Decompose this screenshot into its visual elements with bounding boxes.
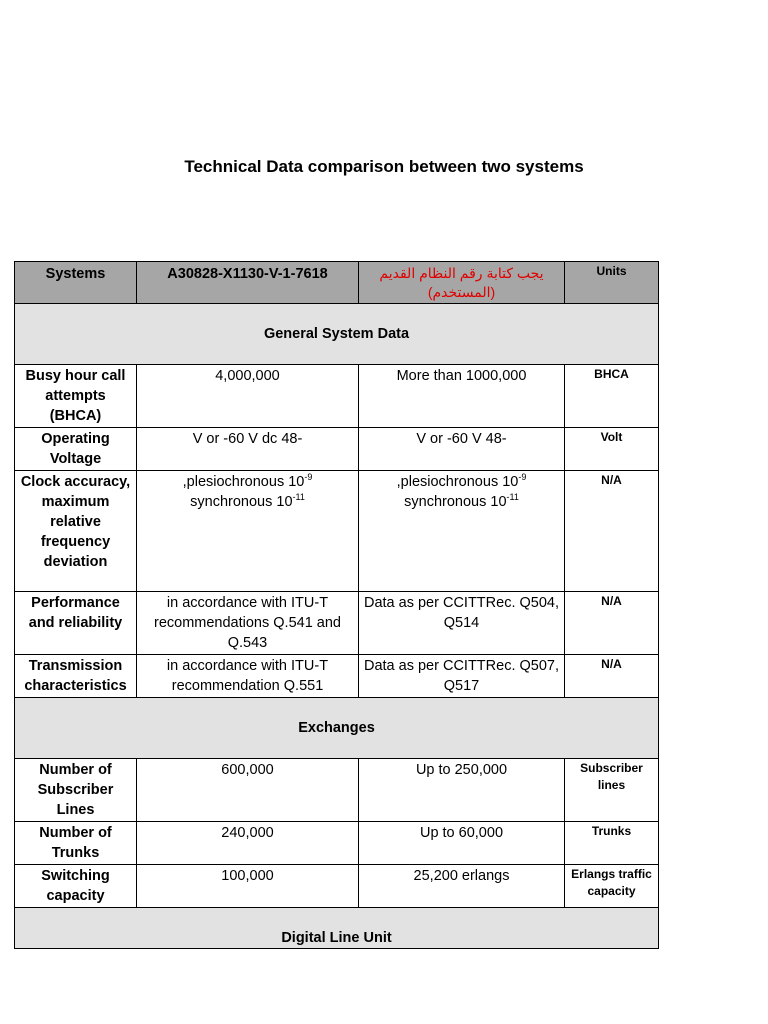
row-label: Switching capacity	[15, 865, 137, 908]
value-system-a: 240,000	[137, 822, 359, 865]
table-row-subscriber-lines	[15, 759, 659, 822]
section-general-title: General System Data	[15, 304, 659, 365]
value-system-a: V or -60 V dc 48-	[137, 428, 359, 471]
table-row-voltage	[15, 428, 659, 471]
value-system-b: Up to 60,000	[359, 822, 565, 865]
row-label: Number of Trunks	[15, 822, 137, 865]
section-row-digital-line-unit	[15, 908, 659, 949]
row-label: Number of Subscriber Lines	[15, 759, 137, 822]
value-unit: N/A	[565, 471, 659, 592]
value-system-b: Data as per CCITTRec. Q507, Q517	[359, 655, 565, 698]
table-row-performance	[15, 592, 659, 655]
header-system-a: A30828-X1130-V-1-7618	[137, 262, 359, 304]
row-label: Clock accuracy, maximum relative frequency deviation	[15, 471, 137, 592]
table-row-trunks	[15, 822, 659, 865]
exponent: -11	[506, 492, 519, 503]
synchronous-text: synchronous 10	[190, 494, 293, 510]
value-system-b: V or -60 V 48-	[359, 428, 565, 471]
header-units: Units	[565, 262, 659, 304]
value-unit: Volt	[565, 428, 659, 471]
row-label: Busy hour call attempts (BHCA)	[15, 365, 137, 428]
value-unit: N/A	[565, 592, 659, 655]
value-system-b: 25,200 erlangs	[359, 865, 565, 908]
exponent: -11	[292, 492, 305, 503]
section-exchanges-title: Exchanges	[15, 698, 659, 759]
table-header-row	[15, 262, 659, 304]
exponent: -9	[518, 472, 527, 483]
row-label: Transmission characteristics	[15, 655, 137, 698]
value-system-a: in accordance with ITU-T recommendation Q.551	[137, 655, 359, 698]
table-row-switching	[15, 865, 659, 908]
plesiochronous-text: ,plesiochronous 10	[396, 474, 519, 490]
value-system-b: More than 1000,000	[359, 365, 565, 428]
plesiochronous-text: ,plesiochronous 10	[182, 474, 305, 490]
section-row-exchanges	[15, 698, 659, 759]
header-system-b: يجب كتابة رقم النظام القديم (المستخدم)	[359, 262, 565, 304]
section-row-general	[15, 304, 659, 365]
value-system-a	[137, 471, 359, 592]
value-system-a: 4,000,000	[137, 365, 359, 428]
value-unit: N/A	[565, 655, 659, 698]
synchronous-text: synchronous 10	[404, 494, 507, 510]
exponent: -9	[304, 472, 313, 483]
header-systems: Systems	[15, 262, 137, 304]
table-row-transmission	[15, 655, 659, 698]
table-row-clock	[15, 471, 659, 592]
value-system-b: Up to 250,000	[359, 759, 565, 822]
row-label: Performance and reliability	[15, 592, 137, 655]
comparison-table	[14, 261, 659, 949]
page-title: Technical Data comparison between two systems	[184, 157, 584, 176]
value-system-b: Data as per CCITTRec. Q504, Q514	[359, 592, 565, 655]
value-unit: Erlangs traffic capacity	[565, 865, 659, 908]
value-unit: Subscriber lines	[565, 759, 659, 822]
row-label: Operating Voltage	[15, 428, 137, 471]
section-digital-line-unit-title: Digital Line Unit	[15, 908, 659, 949]
table-row-bhca	[15, 365, 659, 428]
value-system-a: 100,000	[137, 865, 359, 908]
value-system-b	[359, 471, 565, 592]
value-system-a: 600,000	[137, 759, 359, 822]
value-system-a: in accordance with ITU-T recommendations Q.541 and Q.543	[137, 592, 359, 655]
value-unit: BHCA	[565, 365, 659, 428]
value-unit: Trunks	[565, 822, 659, 865]
